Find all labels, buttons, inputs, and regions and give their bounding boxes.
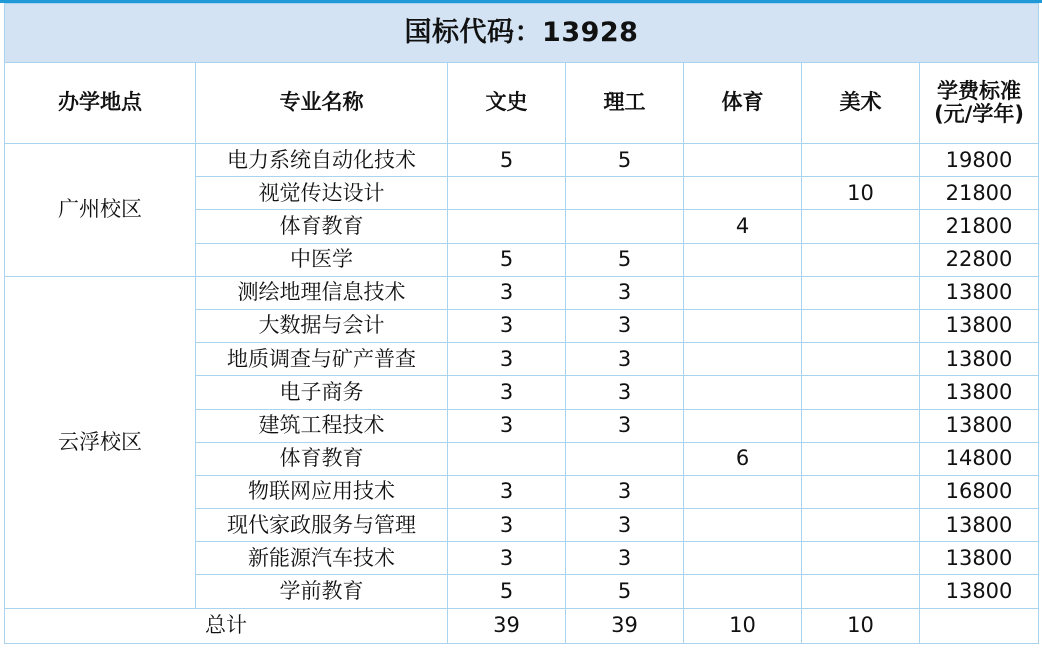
tuition-cell: 13800	[920, 509, 1039, 542]
fine-arts-cell	[802, 243, 920, 276]
science-cell: 3	[566, 343, 684, 376]
enrollment-table	[4, 3, 1039, 644]
major-cell: 体育教育	[196, 210, 448, 243]
tuition-cell: 19800	[920, 144, 1039, 177]
sports-cell	[684, 575, 802, 608]
table-row	[5, 276, 1039, 309]
arts-cell: 5	[448, 144, 566, 177]
total-sports-cell: 10	[684, 608, 802, 643]
arts-cell	[448, 210, 566, 243]
sports-cell	[684, 475, 802, 508]
science-cell	[566, 210, 684, 243]
fine-arts-cell	[802, 210, 920, 243]
tuition-cell: 13800	[920, 276, 1039, 309]
major-cell: 中医学	[196, 243, 448, 276]
fine-arts-cell	[802, 144, 920, 177]
science-cell: 5	[566, 243, 684, 276]
arts-cell: 3	[448, 509, 566, 542]
tuition-cell: 14800	[920, 442, 1039, 475]
major-cell: 现代家政服务与管理	[196, 509, 448, 542]
fine-arts-cell	[802, 276, 920, 309]
sports-cell	[684, 243, 802, 276]
tuition-cell: 21800	[920, 177, 1039, 210]
header-row	[5, 63, 1039, 144]
sports-cell: 6	[684, 442, 802, 475]
campus-cell: 广州校区	[5, 144, 196, 277]
major-cell: 大数据与会计	[196, 309, 448, 342]
header-major: 专业名称	[196, 63, 448, 144]
fine-arts-cell	[802, 542, 920, 575]
header-tuition	[920, 63, 1039, 144]
major-cell: 新能源汽车技术	[196, 542, 448, 575]
sports-cell	[684, 409, 802, 442]
tuition-cell: 13800	[920, 343, 1039, 376]
sports-cell	[684, 144, 802, 177]
science-cell: 5	[566, 575, 684, 608]
sports-cell: 4	[684, 210, 802, 243]
header-tuition-line2: (元/学年)	[934, 102, 1024, 126]
arts-cell: 3	[448, 409, 566, 442]
fine-arts-cell	[802, 376, 920, 409]
science-cell: 3	[566, 309, 684, 342]
major-cell: 测绘地理信息技术	[196, 276, 448, 309]
arts-cell	[448, 442, 566, 475]
major-cell: 学前教育	[196, 575, 448, 608]
sports-cell	[684, 343, 802, 376]
major-cell: 视觉传达设计	[196, 177, 448, 210]
major-cell: 电子商务	[196, 376, 448, 409]
major-cell: 体育教育	[196, 442, 448, 475]
tuition-cell: 22800	[920, 243, 1039, 276]
fine-arts-cell	[802, 509, 920, 542]
header-sports: 体育	[684, 63, 802, 144]
arts-cell: 3	[448, 276, 566, 309]
tuition-cell: 13800	[920, 575, 1039, 608]
science-cell	[566, 177, 684, 210]
header-science: 理工	[566, 63, 684, 144]
arts-cell: 3	[448, 343, 566, 376]
arts-cell: 3	[448, 475, 566, 508]
major-cell: 建筑工程技术	[196, 409, 448, 442]
table-row	[5, 144, 1039, 177]
arts-cell: 3	[448, 376, 566, 409]
science-cell: 3	[566, 475, 684, 508]
header-location: 办学地点	[5, 63, 196, 144]
total-row	[5, 608, 1039, 643]
header-fine-arts: 美术	[802, 63, 920, 144]
fine-arts-cell	[802, 409, 920, 442]
major-cell: 物联网应用技术	[196, 475, 448, 508]
tuition-cell: 13800	[920, 542, 1039, 575]
tuition-cell: 16800	[920, 475, 1039, 508]
science-cell: 3	[566, 376, 684, 409]
tuition-cell: 13800	[920, 309, 1039, 342]
science-cell: 3	[566, 509, 684, 542]
arts-cell: 3	[448, 309, 566, 342]
fine-arts-cell	[802, 442, 920, 475]
campus-cell: 云浮校区	[5, 276, 196, 608]
table-title: 国标代码：13928	[5, 4, 1039, 63]
fine-arts-cell	[802, 343, 920, 376]
fine-arts-cell	[802, 309, 920, 342]
fine-arts-cell	[802, 475, 920, 508]
science-cell: 3	[566, 542, 684, 575]
fine-arts-cell: 10	[802, 177, 920, 210]
sports-cell	[684, 542, 802, 575]
total-label: 总计	[5, 608, 448, 643]
arts-cell	[448, 177, 566, 210]
sports-cell	[684, 376, 802, 409]
sports-cell	[684, 177, 802, 210]
tuition-cell: 13800	[920, 409, 1039, 442]
header-tuition-line1: 学费标准	[937, 78, 1021, 103]
arts-cell: 5	[448, 243, 566, 276]
science-cell: 5	[566, 144, 684, 177]
total-science-cell: 39	[566, 608, 684, 643]
total-arts-cell: 39	[448, 608, 566, 643]
arts-cell: 5	[448, 575, 566, 608]
tuition-cell: 13800	[920, 376, 1039, 409]
sports-cell	[684, 276, 802, 309]
header-arts: 文史	[448, 63, 566, 144]
total-fine-arts-cell: 10	[802, 608, 920, 643]
science-cell: 3	[566, 276, 684, 309]
arts-cell: 3	[448, 542, 566, 575]
sports-cell	[684, 509, 802, 542]
science-cell	[566, 442, 684, 475]
major-cell: 电力系统自动化技术	[196, 144, 448, 177]
total-tuition-cell	[920, 608, 1039, 643]
tuition-cell: 21800	[920, 210, 1039, 243]
fine-arts-cell	[802, 575, 920, 608]
major-cell: 地质调查与矿产普查	[196, 343, 448, 376]
sports-cell	[684, 309, 802, 342]
science-cell: 3	[566, 409, 684, 442]
